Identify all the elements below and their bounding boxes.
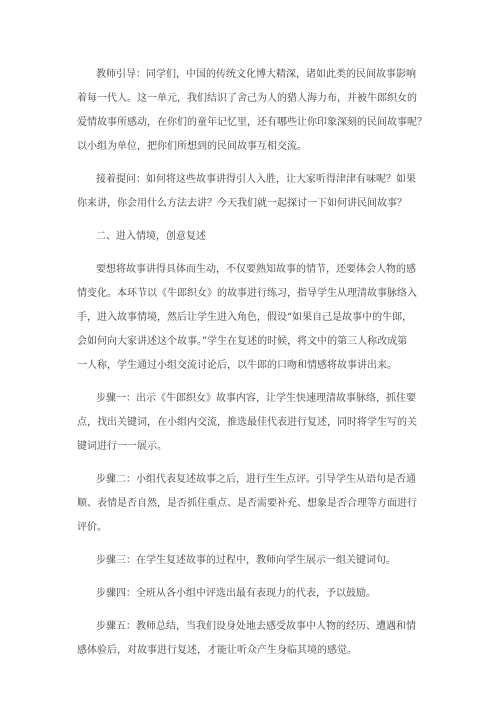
paragraph-line: 步骤四：全班从各小组中评选出最有表现力的代表，予以鼓励。 [96,588,376,599]
paragraph-line: 步骤五：教师总结，当我们设身处地去感受故事中人物的经历、遭遇和情 [96,621,416,632]
section-heading: 二、进入情境，创意复述 [96,231,206,242]
paragraph-line: 教师引导：同学们，中国的传统文化博大精深，诸如此类的民间故事影响 [96,69,416,80]
paragraph-line: 爱情故事所感动，在你们的童年记忆里，还有哪些让你印象深刻的民间故事呢？ [77,117,427,128]
paragraph-line: 键词进行一一展示。 [77,441,167,452]
paragraph-line: 一人称，学生通过小组交流讨论后，以牛郎的口吻和情感将故事讲出来。 [77,360,397,371]
paragraph-line: 步骤三：在学生复述故事的过程中，教师向学生展示一组关键词句。 [96,555,396,566]
paragraph-line: 评价。 [77,522,107,533]
paragraph-line: 要想将故事讲得具体而生动，不仅要熟知故事的情节，还要体会人物的感 [96,264,416,275]
paragraph-line: 着每一代人。这一单元，我们结识了舍己为人的猎人海力布，并被牛郎织女的 [77,93,417,104]
paragraph-line: 顺、表情是否自然，是否抓住重点、是否需要补充、想象是否合理等方面进行 [77,498,417,509]
paragraph-line: 你来讲，你会用什么方法去讲？今天我们就一起探讨一下如何讲民间故事？ [77,198,407,209]
paragraph-line: 情变化。本环节以《牛郎织女》的故事进行练习，指导学生从理清故事脉络入 [77,288,417,299]
paragraph-line: 手，进入故事情境，然后让学生进入角色，假设“如果自己是故事中的牛郎， [77,312,413,323]
paragraph-line: 步骤一：出示《牛郎织女》故事内容，让学生快速理清故事脉络，抓住要 [96,393,416,404]
paragraph-line: 会如何向大家讲述这个故事。”学生在复述的时候，将文中的第三人称改成第 [77,336,408,347]
paragraph-line: 以小组为单位，把你们所想到的民间故事互相交流。 [77,141,307,152]
paragraph-line: 步骤二：小组代表复述故事之后，进行生生点评。引导学生从语句是否通 [96,474,416,485]
paragraph-line: 点，找出关键词，在小组内交流，推选最佳代表进行复述，同时将学生写的关 [77,417,417,428]
paragraph-line: 感体验后，对故事进行复述，才能让听众产生身临其境的感觉。 [77,645,357,656]
paragraph-line: 接着提问：如何将这些故事讲得引人入胜，让大家听得津津有味呢？如果 [96,174,416,185]
